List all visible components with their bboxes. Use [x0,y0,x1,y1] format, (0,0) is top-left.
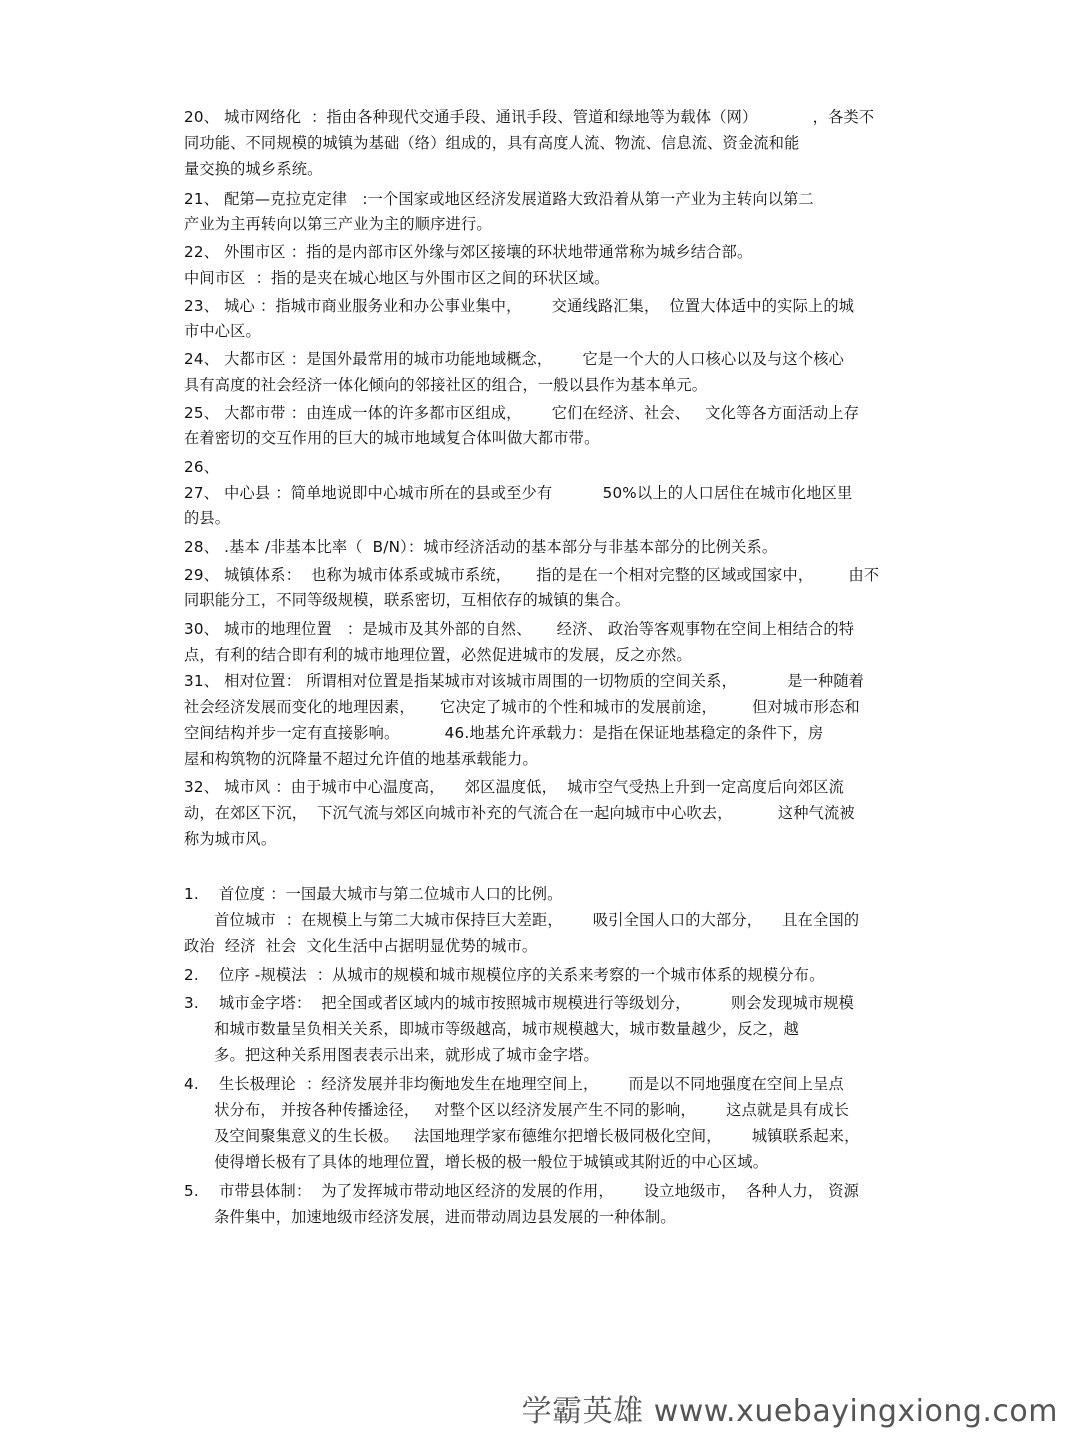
text-line: 中间市区 ：指的是夹在城心地区与外围市区之间的环状区域。 [184,269,610,287]
text-line: 使得增长极有了具体的地理位置，增长极的极一般位于城镇或其附近的中心区域。 [184,1153,769,1171]
text-line: 29、 城镇体系： 也称为城市体系或城市系统， 指的是在一个相对完整的区域或国家中， 由不 [184,566,880,584]
text-line: 在着密切的交互作用的巨大的城市地域复合体叫做大都市带。 [184,429,600,447]
text-line: 及空间聚集意义的生长极。 法国地理学家布德维尔把增长极同极化空间， 城镇联系起来， [184,1127,860,1145]
text-line: 21、 配第—克拉克定律 :一个国家或地区经济发展道路大致沿着从第一产业为主转向以第二 [184,190,814,208]
text-line: 4. 生长极理论 ：经济发展并非均衡地发生在地理空间上， 而是以不同地强度在空间上呈点 [184,1075,844,1093]
text-line: 屋和构筑物的沉降量不超过允许值的地基承载能力。 [184,750,538,768]
text-line: 1. 首位度 ：一国最大城市与第二位城市人口的比例。 [184,885,563,903]
text-line: 点，有利的结合即有利的城市地理位置，必然促进城市的发展，反之亦然。 [184,646,692,664]
text-line: 31、 相对位置： 所谓相对位置是指某城市对该城市周围的一切物质的空间关系， 是一种随着 [184,672,865,690]
text-line: 20、 城市网络化 ：指由各种现代交通手段、通讯手段、管道和绿地等为载体（网） ，各类不 [184,108,875,126]
text-line: 32、 城市风 ：由于城市中心温度高， 郊区温度低， 城市空气受热上升到一定高度后向郊区流 [184,778,845,796]
text-line: 量交换的城乡系统。 [184,160,323,178]
text-line: 25、 大都市带 ：由连成一体的许多都市区组成， 它们在经济、社会、 文化等各方面活动上存 [184,404,860,422]
text-line: 和城市数量呈负相关关系，即城市等级越高，城市规模越大，城市数量越少，反之，越 [184,1020,799,1038]
text-line: 动，在郊区下沉， 下沉气流与郊区向城市补充的气流合在一起向城市中心吹去， 这种气流被 [184,804,855,822]
text-line: 23、 城心 ：指城市商业服务业和办公事业集中， 交通线路汇集， 位置大体适中的实际上的城 [184,297,855,315]
text-line: 3. 城市金字塔： 把全国或者区域内的城市按照城市规模进行等级划分， 则会发现城市规模 [184,994,855,1012]
text-line: 多。把这种关系用图表表示出来，就形成了城市金字塔。 [184,1046,599,1064]
text-line: 政治 经济 社会 文化生活中占据明显优势的城市。 [184,937,538,955]
text-line: 26、 [184,458,220,476]
text-line: 空间结构并步一定有直接影响。 46.地基允许承载力：是指在保证地基稳定的条件下，房 [184,724,824,742]
text-line: 22、 外围市区 ：指的是内部市区外缘与郊区接壤的环状地带通常称为城乡结合部。 [184,243,753,261]
text-line: 首位城市 ：在规模上与第二大城市保持巨大差距， 吸引全国人口的大部分， 且在全国的 [184,911,860,929]
text-line: 社会经济发展而变化的地理因素， 它决定了城市的个性和城市的发展前途， 但对城市形态和 [184,698,860,716]
text-line: 27、 中心县 ：简单地说即中心城市所在的县或至少有 50%以上的人口居住在城市化地区里 [184,484,853,502]
text-line: 具有高度的社会经济一体化倾向的邻接社区的组合，一般以县作为基本单元。 [184,376,708,394]
text-line: 条件集中，加速地级市经济发展，进而带动周边县发展的一种体制。 [184,1208,676,1226]
text-line: 市中心区。 [184,322,261,340]
text-line: 24、 大都市区 ：是国外最常用的城市功能地域概念， 它是一个大的人口核心以及与这个核心 [184,350,845,368]
text-line: 30、 城市的地理位置 ：是城市及其外部的自然、 经济、 政治等客观事物在空间上相结合的特 [184,620,855,638]
text-line: 的县。 [184,509,231,527]
text-line: 产业为主再转向以第三产业为主的顺序进行。 [184,215,492,233]
text-line: 称为城市风。 [184,830,277,848]
text-line: 状分布， 并按各种传播途径， 对整个区以经济发展产生不同的影响， 这点就是具有成长 [184,1101,850,1119]
text-line: 同功能、不同规模的城镇为基础（络）组成的，具有高度人流、物流、信息流、资金流和能 [184,134,800,152]
text-line: 28、 .基本 /非基本比率（ B/N）：城市经济活动的基本部分与非基本部分的比例关系。 [184,538,778,556]
site-watermark: 学霸英雄 www.xuebayingxiong.com [521,1394,1058,1429]
text-line: 5. 市带县体制： 为了发挥城市带动地区经济的发展的作用， 设立地级市， 各种人力， 资源 [184,1182,860,1200]
text-line: 2. 位序 -规模法 ：从城市的规模和城市规模位序的关系来考察的一个城市体系的规模分布。 [184,966,825,984]
text-line: 同职能分工，不同等级规模，联系密切，互相依存的城镇的集合。 [184,591,631,609]
